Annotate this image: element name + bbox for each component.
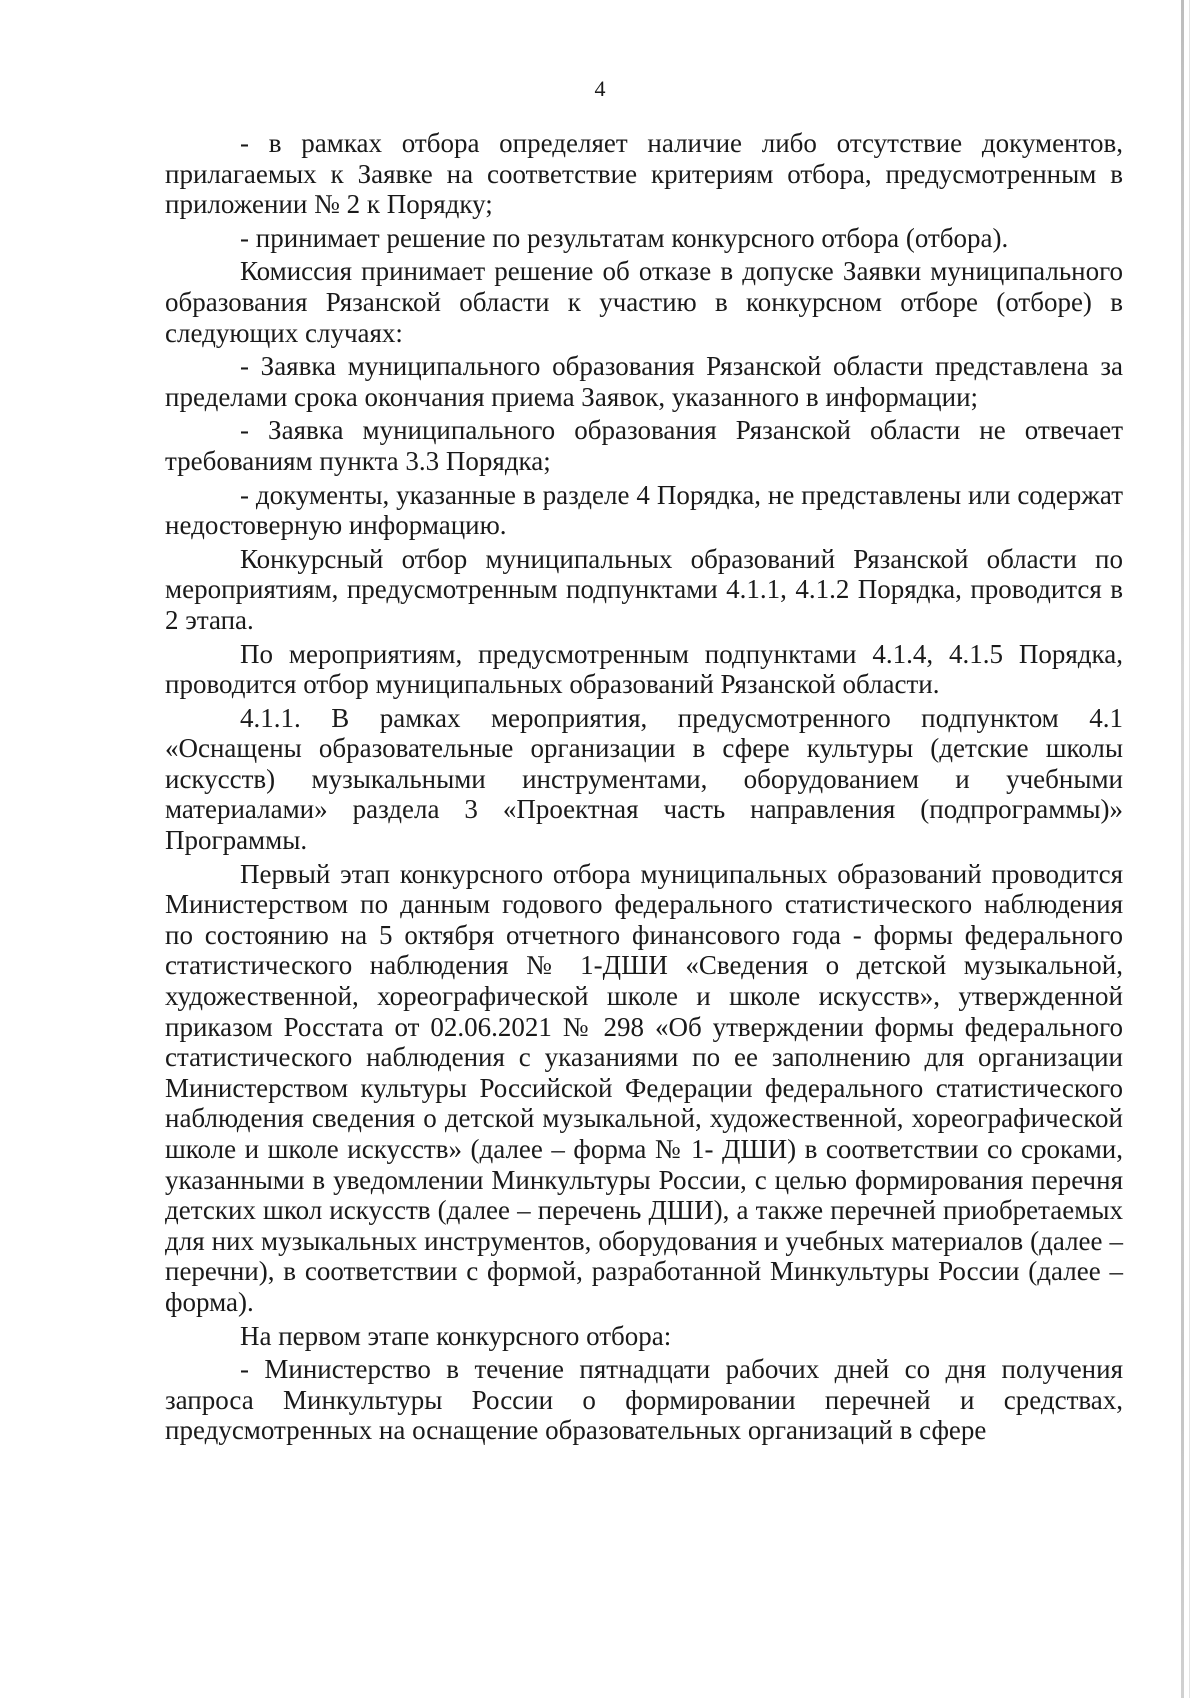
paragraph-4: - Заявка муниципального образования Рязанской области представлена за пределами срока окончания приема Заявок, указанного в информации; — [165, 351, 1123, 412]
paragraph-11: На первом этапе конкурсного отбора: — [240, 1320, 672, 1351]
paragraph-6: - документы, указанные в разделе 4 Порядка, не представлены или содержат недостоверную информацию. — [165, 479, 1123, 541]
paragraph-1: - в рамках отбора определяет наличие либо отсутствие документов, прилагаемых к Заявке на соответствие критериям отбора, предусмотренным в приложении № 2 к Порядку; — [165, 128, 1123, 220]
paragraph-3: Комиссия принимает решение об отказе в допуске Заявки муниципального образования Рязанской области к участию в конкурсном отборе (отборе) в следующих случаях: — [165, 256, 1123, 348]
paragraph-2: - принимает решение по результатам конкурсного отбора (отбора). — [240, 222, 1009, 253]
paragraph-10: Первый этап конкурсного отбора муниципальных образований проводится Министерством по данным годового федерального статистического наблюдения по состоянию на 5 октября отчетного финансового года - формы федерального статистического наблюдения № 1-ДШИ «Сведения о детской музыкальной, художественной, хореографической школе и школе искусств», утвержденной приказом Росстата от 02.06.2021 № 298 «Об утверждении формы федерального статистического наблюдения с указаниями по ее заполнению для организации Министерством культуры Российской Федерации федерального статистического наблюдения сведения о детской музыкальной, художественной, хореографической школе и школе искусств» (далее – форма № 1- ДШИ) в соответствии со сроками, указанными в уведомлении Минкультуры России, с целью формирования перечня детских школ искусств (далее – перечень ДШИ), а также перечней приобретаемых для них музыкальных инструментов, оборудования и учебных материалов (далее – перечни), в соответствии с формой, разработанной Минкультуры России (далее – форма). — [165, 858, 1123, 1317]
document-body — [165, 128, 1123, 1449]
page-number: 4 — [594, 76, 606, 101]
paragraph-7: Конкурсный отбор муниципальных образований Рязанской области по мероприятиям, предусмотренным подпунктами 4.1.1, 4.1.2 Порядка, проводится в 2 этапа. — [165, 543, 1123, 635]
paragraph-5: - Заявка муниципального образования Рязанской области не отвечает требованиям пункта 3.3 Порядка; — [165, 415, 1123, 476]
paragraph-8: По мероприятиям, предусмотренным подпунктами 4.1.4, 4.1.5 Порядка, проводится отбор муниципальных образований Рязанской области. — [165, 638, 1123, 700]
scan-edge-line — [1189, 0, 1190, 1698]
paragraph-12: - Министерство в течение пятнадцати рабочих дней со дня получения запроса Минкультуры России о формировании перечней и средствах, предусмотренных на оснащение образовательных организаций в сфере — [165, 1354, 1123, 1446]
paragraph-9: 4.1.1. В рамках мероприятия, предусмотренного подпунктом 4.1 «Оснащены образовательные организации в сфере культуры (детские школы искусств) музыкальными инструментами, оборудованием и учебными материалами» раздела 3 «Проектная часть направления (подпрограммы)» Программы. — [165, 702, 1123, 856]
scan-edge-shadow — [1181, 0, 1184, 1698]
